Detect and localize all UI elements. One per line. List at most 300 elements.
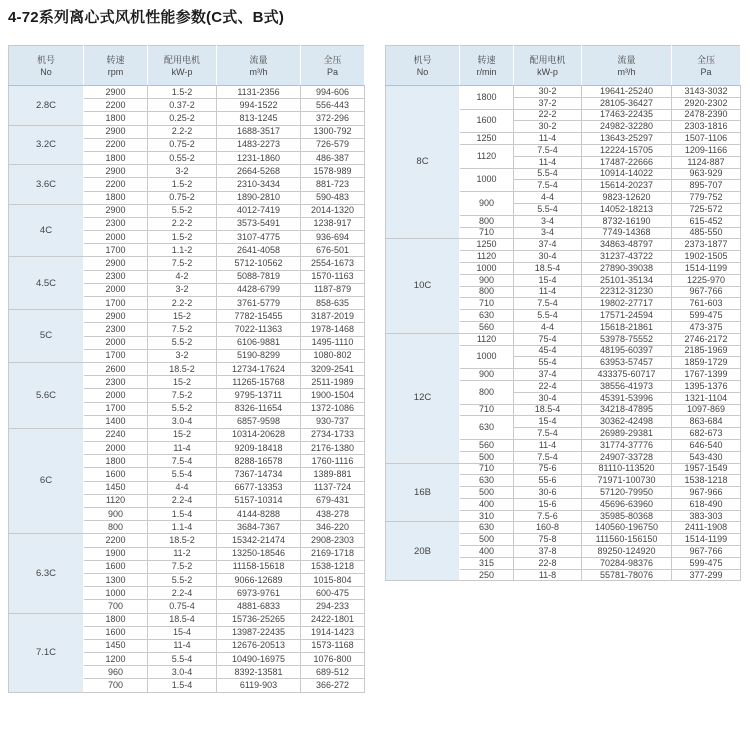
flow-cell: 9823-12620 [582,192,672,204]
pressure-cell: 1538-1218 [301,560,365,573]
flow-cell: 24982-32280 [582,121,672,133]
speed-cell: 1000 [460,345,514,369]
speed-cell: 560 [460,439,514,451]
motor-cell: 30-6 [514,487,582,499]
speed-cell: 560 [460,321,514,333]
pressure-cell: 1573-1168 [301,639,365,652]
flow-cell: 89250-124920 [582,546,672,558]
table-row [9,257,365,270]
flow-cell: 27890-39038 [582,262,672,274]
motor-cell: 2.2-2 [148,125,217,138]
header-motor-label: 配用电机 kW-p [529,54,566,77]
pressure-cell: 599-475 [672,310,741,322]
flow-cell: 25101-35134 [582,274,672,286]
speed-cell: 2600 [84,362,148,375]
motor-cell: 2.2-4 [148,587,217,600]
flow-cell: 17487-22666 [582,156,672,168]
motor-cell: 22-4 [514,380,582,392]
speed-cell: 1600 [460,109,514,133]
speed-cell: 2200 [84,534,148,547]
fan-model-cell: 7.1C [9,613,84,692]
flow-cell: 11158-15618 [217,560,301,573]
pressure-cell: 1300-792 [301,125,365,138]
motor-cell: 7.5-2 [148,560,217,573]
flow-cell: 15614-20237 [582,180,672,192]
motor-cell: 45-4 [514,345,582,357]
speed-cell: 1800 [84,191,148,204]
motor-cell: 5.5-2 [148,204,217,217]
flow-cell: 57120-79950 [582,487,672,499]
pressure-cell: 1080-802 [301,349,365,362]
pressure-cell: 1859-1729 [672,357,741,369]
flow-cell: 7367-14734 [217,468,301,481]
motor-cell: 15-2 [148,376,217,389]
motor-cell: 5.5-4 [514,203,582,215]
motor-cell: 1.1-2 [148,244,217,257]
motor-cell: 3-2 [148,165,217,178]
motor-cell: 5.5-2 [148,573,217,586]
pressure-cell: 863-684 [672,416,741,428]
motor-cell: 0.75-2 [148,138,217,151]
motor-cell: 11-8 [514,569,582,581]
pressure-cell: 2185-1969 [672,345,741,357]
header-motor-label: 配用电机 kW-p [163,54,200,77]
pressure-cell: 1507-1106 [672,133,741,145]
motor-cell: 18.5-2 [148,534,217,547]
speed-cell: 960 [84,666,148,679]
flow-cell: 6857-9598 [217,415,301,428]
motor-cell: 5.5-2 [148,402,217,415]
motor-cell: 4-4 [514,321,582,333]
flow-cell: 31237-43722 [582,251,672,263]
pressure-cell: 1187-879 [301,283,365,296]
pressure-cell: 1076-800 [301,653,365,666]
speed-cell: 1400 [84,415,148,428]
motor-cell: 7.5-2 [148,323,217,336]
motor-cell: 11-4 [148,442,217,455]
pressure-cell: 2411-1908 [672,522,741,534]
pressure-cell: 473-375 [672,321,741,333]
flow-cell: 4144-8288 [217,508,301,521]
header-speed [460,46,514,86]
pressure-cell: 994-606 [301,86,365,99]
flow-cell: 8326-11654 [217,402,301,415]
pressure-cell: 2169-1718 [301,547,365,560]
motor-cell: 15-2 [148,310,217,323]
pressure-cell: 599-475 [672,557,741,569]
motor-cell: 5.5-4 [514,310,582,322]
flow-cell: 15342-21474 [217,534,301,547]
header-flow [217,46,301,86]
table-row [9,534,365,547]
flow-cell: 994-1522 [217,99,301,112]
pressure-cell: 646-540 [672,439,741,451]
motor-cell: 2.2-2 [148,297,217,310]
pressure-cell: 383-303 [672,510,741,522]
motor-cell: 11-4 [514,156,582,168]
flow-cell: 10490-16975 [217,653,301,666]
motor-cell: 7.5-4 [514,451,582,463]
flow-cell: 813-1245 [217,112,301,125]
flow-cell: 9795-13711 [217,389,301,402]
fan-model-cell: 5.6C [9,362,84,428]
pressure-cell: 967-766 [672,286,741,298]
flow-cell: 2641-4058 [217,244,301,257]
motor-cell: 11-4 [514,133,582,145]
flow-cell: 15618-21861 [582,321,672,333]
flow-cell: 3684-7367 [217,521,301,534]
pressure-cell: 1225-970 [672,274,741,286]
motor-cell: 3-4 [514,227,582,239]
pressure-cell: 689-512 [301,666,365,679]
table-row [9,165,365,178]
table-row [9,86,365,99]
motor-cell: 1.5-2 [148,86,217,99]
speed-cell: 1600 [84,468,148,481]
flow-cell: 4881-6833 [217,600,301,613]
speed-cell: 2300 [84,323,148,336]
motor-cell: 3-4 [514,215,582,227]
pressure-cell: 1978-1468 [301,323,365,336]
pressure-cell: 346-220 [301,521,365,534]
header-motor [148,46,217,86]
speed-cell: 2000 [84,231,148,244]
flow-cell: 19641-25240 [582,86,672,98]
pressure-cell: 930-737 [301,415,365,428]
motor-cell: 75-8 [514,534,582,546]
speed-cell: 1300 [84,573,148,586]
pressure-cell: 377-299 [672,569,741,581]
speed-cell: 700 [84,679,148,692]
speed-cell: 1120 [460,333,514,345]
flow-cell: 31774-37776 [582,439,672,451]
motor-cell: 75-4 [514,333,582,345]
header-pressure-label: 全压 Pa [323,54,342,77]
pressure-cell: 294-233 [301,600,365,613]
speed-cell: 1000 [460,262,514,274]
speed-cell: 1250 [460,133,514,145]
speed-cell: 500 [460,451,514,463]
speed-cell: 1800 [460,86,514,110]
motor-cell: 37-4 [514,369,582,381]
speed-cell: 1450 [84,639,148,652]
pressure-cell: 1097-869 [672,404,741,416]
pressure-cell: 1957-1549 [672,463,741,475]
speed-cell: 1120 [460,251,514,263]
speed-cell: 1700 [84,244,148,257]
motor-cell: 7.5-2 [148,389,217,402]
pressure-cell: 3143-3032 [672,86,741,98]
pressure-cell: 2303-1816 [672,121,741,133]
motor-cell: 1.1-4 [148,521,217,534]
pressure-cell: 590-483 [301,191,365,204]
speed-cell: 1000 [460,168,514,192]
pressure-cell: 3209-2541 [301,362,365,375]
pressure-cell: 1900-1504 [301,389,365,402]
pressure-cell: 1209-1166 [672,144,741,156]
fan-model-cell: 16B [386,463,460,522]
motor-cell: 37-2 [514,97,582,109]
motor-cell: 0.37-2 [148,99,217,112]
flow-cell: 1890-2810 [217,191,301,204]
table-row [386,239,741,251]
speed-cell: 710 [460,404,514,416]
pressure-cell: 682-673 [672,428,741,440]
motor-cell: 30-2 [514,121,582,133]
flow-cell: 19802-27717 [582,298,672,310]
flow-cell: 63953-57457 [582,357,672,369]
table-row [386,463,741,475]
motor-cell: 7.5-4 [148,455,217,468]
motor-cell: 22-2 [514,109,582,121]
motor-cell: 7.5-4 [514,180,582,192]
flow-cell: 30362-42498 [582,416,672,428]
speed-cell: 1450 [84,481,148,494]
pressure-cell: 725-572 [672,203,741,215]
motor-cell: 5.5-4 [148,653,217,666]
fan-model-cell: 3.6C [9,165,84,205]
pressure-cell: 2176-1380 [301,442,365,455]
pressure-cell: 3187-2019 [301,310,365,323]
pressure-cell: 1578-989 [301,165,365,178]
speed-cell: 1900 [84,547,148,560]
pressure-cell: 2422-1801 [301,613,365,626]
pressure-cell: 967-966 [672,487,741,499]
motor-cell: 18.5-4 [514,404,582,416]
pressure-cell: 2511-1989 [301,376,365,389]
fan-model-cell: 6C [9,428,84,534]
speed-cell: 2000 [84,336,148,349]
speed-cell: 1200 [84,653,148,666]
flow-cell: 5190-8299 [217,349,301,362]
flow-cell: 71971-100730 [582,475,672,487]
speed-cell: 800 [84,521,148,534]
flow-cell: 17463-22435 [582,109,672,121]
motor-cell: 15-2 [148,428,217,441]
fan-model-cell: 4.5C [9,257,84,310]
flow-cell: 13250-18546 [217,547,301,560]
pressure-cell: 2920-2302 [672,97,741,109]
speed-cell: 2900 [84,257,148,270]
flow-cell: 45696-63960 [582,498,672,510]
motor-cell: 15-4 [514,274,582,286]
flow-cell: 3573-5491 [217,217,301,230]
motor-cell: 11-2 [148,547,217,560]
flow-cell: 10914-14022 [582,168,672,180]
speed-cell: 1700 [84,297,148,310]
motor-cell: 0.25-2 [148,112,217,125]
motor-cell: 30-4 [514,392,582,404]
motor-cell: 2.2-4 [148,494,217,507]
speed-cell: 800 [460,380,514,404]
speed-cell: 2300 [84,270,148,283]
header-speed-label: 转速 r/min [476,54,497,77]
flow-cell: 5157-10314 [217,494,301,507]
pressure-cell: 600-475 [301,587,365,600]
speed-cell: 500 [460,534,514,546]
pressure-cell: 1495-1110 [301,336,365,349]
header-model-label: 机号 No [413,54,432,77]
speed-cell: 900 [84,508,148,521]
speed-cell: 2300 [84,376,148,389]
pressure-cell: 618-490 [672,498,741,510]
pressure-cell: 366-272 [301,679,365,692]
motor-cell: 1.5-4 [148,508,217,521]
pressure-cell: 2734-1733 [301,428,365,441]
speed-cell: 630 [460,475,514,487]
pressure-cell: 1321-1104 [672,392,741,404]
speed-cell: 2200 [84,138,148,151]
motor-cell: 37-4 [514,239,582,251]
speed-cell: 2000 [84,442,148,455]
flow-cell: 6973-9761 [217,587,301,600]
flow-cell: 3761-5779 [217,297,301,310]
flow-cell: 7749-14368 [582,227,672,239]
flow-cell: 26989-29381 [582,428,672,440]
speed-cell: 1800 [84,613,148,626]
speed-cell: 1800 [84,112,148,125]
flow-cell: 2310-3434 [217,178,301,191]
flow-cell: 1131-2356 [217,86,301,99]
motor-cell: 15-6 [514,498,582,510]
motor-cell: 3-2 [148,349,217,362]
pressure-cell: 2478-2390 [672,109,741,121]
flow-cell: 15736-25265 [217,613,301,626]
flow-cell: 8732-16190 [582,215,672,227]
flow-cell: 4428-6799 [217,283,301,296]
header-speed [84,46,148,86]
speed-cell: 1600 [84,560,148,573]
table-row [386,333,741,345]
speed-cell: 2240 [84,428,148,441]
speed-cell: 710 [460,227,514,239]
motor-cell: 30-4 [514,251,582,263]
pressure-cell: 1902-1505 [672,251,741,263]
pressure-cell: 485-550 [672,227,741,239]
speed-cell: 400 [460,546,514,558]
speed-cell: 2200 [84,178,148,191]
speed-cell: 1700 [84,349,148,362]
flow-cell: 12224-15705 [582,144,672,156]
fan-performance-table-right [385,45,741,581]
flow-cell: 12676-20513 [217,639,301,652]
pressure-cell: 438-278 [301,508,365,521]
table-row [9,310,365,323]
header-model [9,46,84,86]
pressure-cell: 967-766 [672,546,741,558]
header-model-label: 机号 No [36,54,55,77]
flow-cell: 14052-18213 [582,203,672,215]
motor-cell: 5.5-2 [148,336,217,349]
flow-cell: 7782-15455 [217,310,301,323]
header-flow [582,46,672,86]
motor-cell: 3-2 [148,283,217,296]
flow-cell: 34218-47895 [582,404,672,416]
flow-cell: 1231-1860 [217,151,301,164]
motor-cell: 5.5-4 [514,168,582,180]
speed-cell: 900 [460,274,514,286]
header-model [386,46,460,86]
pressure-cell: 1238-917 [301,217,365,230]
motor-cell: 18.5-4 [514,262,582,274]
flow-cell: 11265-15768 [217,376,301,389]
motor-cell: 5.5-4 [148,468,217,481]
speed-cell: 1250 [460,239,514,251]
flow-cell: 5712-10562 [217,257,301,270]
flow-cell: 38556-41973 [582,380,672,392]
motor-cell: 7.5-2 [148,257,217,270]
table-row [386,522,741,534]
speed-cell: 400 [460,498,514,510]
speed-cell: 1000 [84,587,148,600]
fan-model-cell: 10C [386,239,460,333]
flow-cell: 22312-31230 [582,286,672,298]
pressure-cell: 726-579 [301,138,365,151]
pressure-cell: 2554-1673 [301,257,365,270]
motor-cell: 1.5-2 [148,178,217,191]
speed-cell: 2200 [84,99,148,112]
motor-cell: 55-4 [514,357,582,369]
flow-cell: 28105-36427 [582,97,672,109]
header-speed-label: 转速 rpm [106,54,125,77]
header-pressure [301,46,365,86]
pressure-cell: 556-443 [301,99,365,112]
speed-cell: 315 [460,557,514,569]
fan-model-cell: 20B [386,522,460,581]
pressure-cell: 1914-1423 [301,626,365,639]
speed-cell: 2900 [84,86,148,99]
pressure-cell: 1015-804 [301,573,365,586]
motor-cell: 11-4 [514,439,582,451]
speed-cell: 310 [460,510,514,522]
flow-cell: 12734-17624 [217,362,301,375]
pressure-cell: 486-387 [301,151,365,164]
flow-cell: 5088-7819 [217,270,301,283]
motor-cell: 0.75-4 [148,600,217,613]
motor-cell: 1.5-2 [148,231,217,244]
fan-model-cell: 6.3C [9,534,84,613]
motor-cell: 11-4 [148,639,217,652]
pressure-cell: 779-752 [672,192,741,204]
speed-cell: 2900 [84,204,148,217]
flow-cell: 6677-13353 [217,481,301,494]
table-header-row [386,46,741,86]
fan-model-cell: 4C [9,204,84,257]
flow-cell: 6119-903 [217,679,301,692]
flow-cell: 7022-11363 [217,323,301,336]
speed-cell: 1700 [84,402,148,415]
pressure-cell: 1514-1199 [672,534,741,546]
pressure-cell: 1514-1199 [672,262,741,274]
table-row [386,86,741,98]
pressure-cell: 615-452 [672,215,741,227]
pressure-cell: 1389-881 [301,468,365,481]
pressure-cell: 1395-1376 [672,380,741,392]
flow-cell: 48195-60397 [582,345,672,357]
flow-cell: 2664-5268 [217,165,301,178]
motor-cell: 37-8 [514,546,582,558]
flow-cell: 24907-33728 [582,451,672,463]
speed-cell: 250 [460,569,514,581]
speed-cell: 700 [84,600,148,613]
speed-cell: 2000 [84,283,148,296]
motor-cell: 0.75-2 [148,191,217,204]
flow-cell: 1688-3517 [217,125,301,138]
header-flow-label: 流量 m³/h [617,54,636,77]
fan-model-cell: 3.2C [9,125,84,165]
speed-cell: 630 [460,522,514,534]
pressure-cell: 2014-1320 [301,204,365,217]
